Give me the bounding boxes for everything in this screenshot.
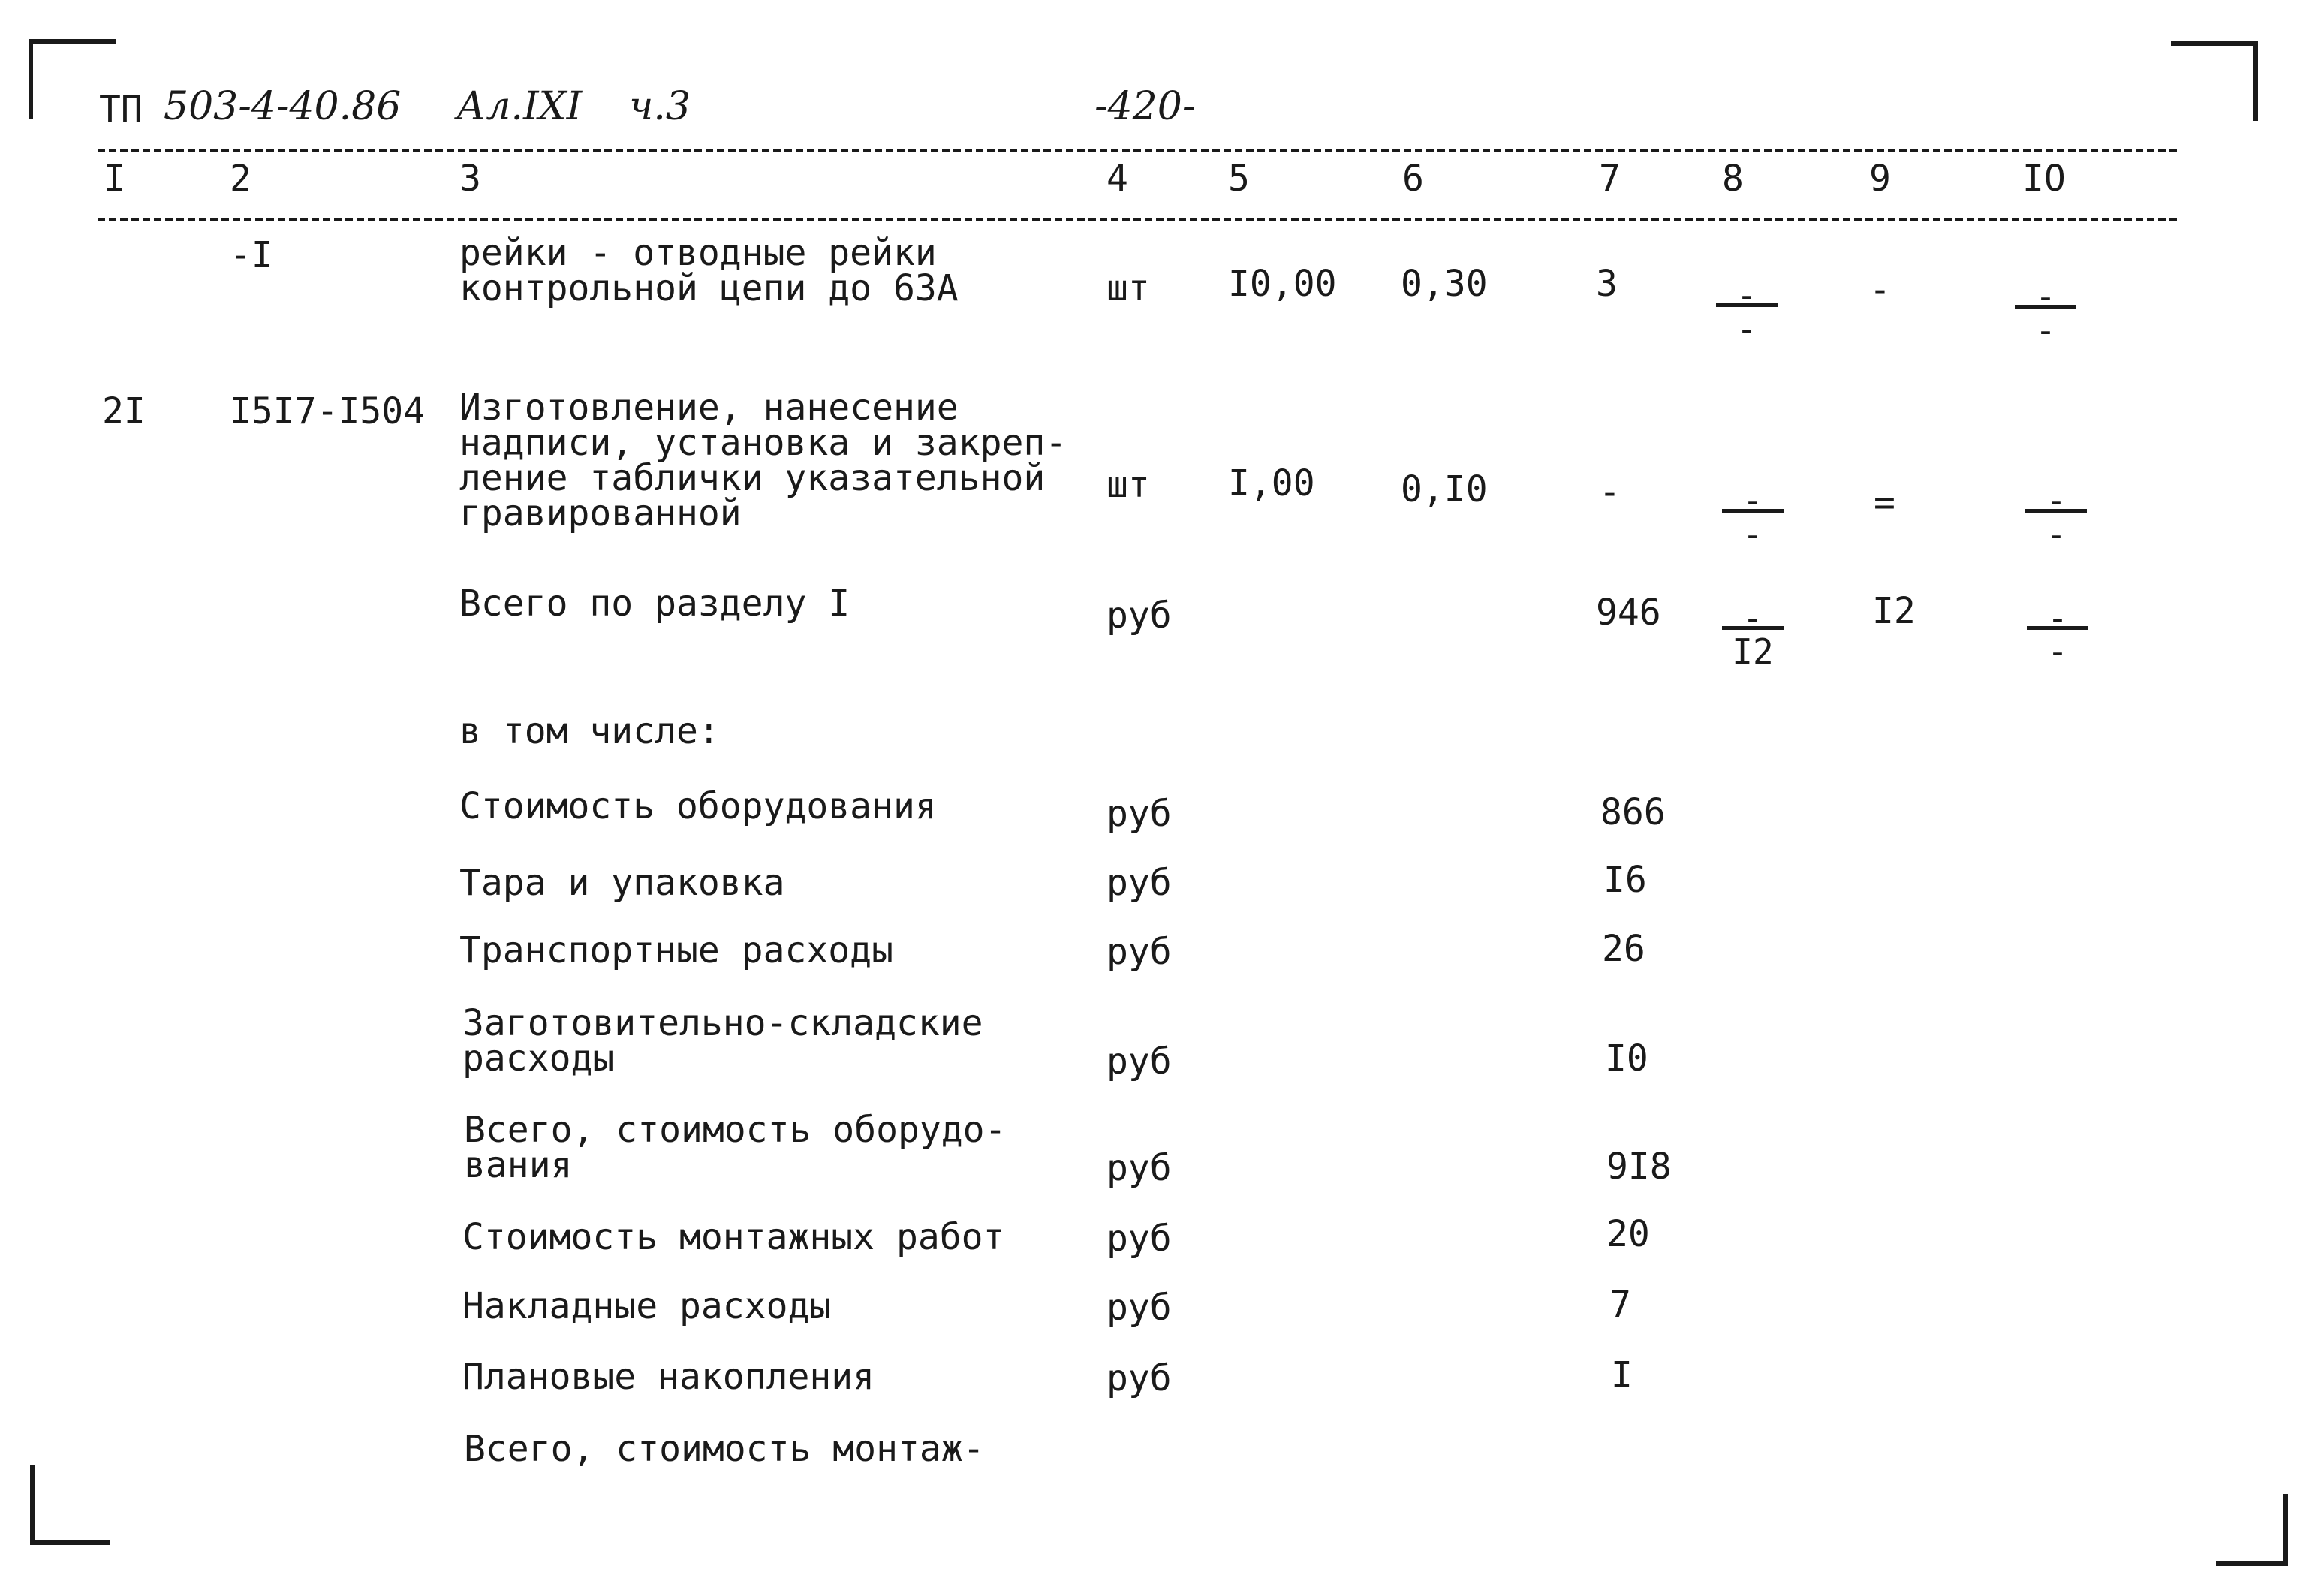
corner-mark-bottom-left	[30, 1465, 110, 1545]
corner-mark-bottom-right	[2216, 1494, 2288, 1566]
row-col8-fraction	[1719, 480, 1787, 555]
breakdown-label: Стоимость оборудования	[459, 785, 937, 827]
row-unit: шт	[1106, 267, 1150, 309]
row-unit: шт	[1106, 464, 1150, 506]
section-total-unit: руб	[1106, 595, 1172, 637]
col8-bottom: I2	[1732, 631, 1774, 672]
col10-bottom: -	[2035, 310, 2056, 351]
row-code: I5I7-I504	[230, 390, 426, 432]
row-col7: 3	[1596, 263, 1618, 305]
breakdown-label: Стоимость монтажных работ	[462, 1216, 1005, 1258]
column-header-10: IO	[2022, 158, 2066, 200]
breakdown-label: Всего, стоимость оборудо- вания	[464, 1109, 1007, 1186]
project-number: 503-4-40.86	[164, 84, 402, 129]
breakdown-unit: руб	[1106, 862, 1172, 904]
divider-header	[98, 218, 2177, 221]
column-header-3: 3	[459, 158, 481, 200]
column-header-2: 2	[230, 158, 251, 200]
breakdown-unit: руб	[1106, 1357, 1172, 1399]
including-label: в том числе:	[459, 710, 720, 752]
breakdown-label: Плановые накопления	[462, 1356, 875, 1398]
section-total-col10-fraction	[2024, 598, 2091, 672]
breakdown-label: Транспортные расходы	[459, 929, 893, 971]
album-number: Ал.IXI	[456, 84, 583, 129]
breakdown-value: I6	[1603, 859, 1647, 901]
breakdown-label: Тара и упаковка	[459, 862, 785, 904]
breakdown-value: I0	[1605, 1037, 1648, 1080]
breakdown-unit: руб	[1106, 1040, 1172, 1083]
col10-top: -	[2047, 598, 2068, 638]
section-total-col7: 946	[1596, 592, 1661, 634]
row-quantity: I,00	[1228, 462, 1315, 504]
col8-top: -	[1742, 480, 1763, 521]
section-total-label: Всего по разделу I	[459, 583, 850, 625]
row-col9: =	[1874, 482, 1895, 524]
col10-bottom: -	[2046, 514, 2067, 555]
column-header-4: 4	[1106, 158, 1128, 200]
breakdown-value: 866	[1600, 791, 1666, 833]
column-header-7: 7	[1599, 158, 1621, 200]
breakdown-unit: руб	[1106, 1218, 1172, 1260]
section-total-col9: I2	[1872, 590, 1916, 632]
col8-bottom: -	[1742, 514, 1763, 555]
col8-top: -	[1736, 275, 1757, 315]
trailing-label: Всего, стоимость монтаж-	[464, 1428, 985, 1470]
row-description: рейки - отводные рейки контрольной цепи до 63А	[459, 232, 959, 309]
col10-bottom: -	[2047, 631, 2068, 672]
row-number: 2I	[102, 390, 146, 432]
row-norm: 0,I0	[1401, 468, 1488, 510]
column-header-9: 9	[1869, 158, 1891, 200]
row-col10-fraction	[2022, 480, 2090, 555]
col8-bottom: -	[1736, 309, 1757, 349]
divider-top	[98, 149, 2177, 152]
breakdown-label: Заготовительно-складские расходы	[462, 1002, 983, 1080]
col10-top: -	[2046, 480, 2067, 521]
col10-top: -	[2035, 276, 2056, 317]
breakdown-unit: руб	[1106, 793, 1172, 835]
row-col7: -	[1599, 471, 1621, 513]
row-col9: -	[1869, 269, 1891, 311]
doc-code: ТП	[99, 89, 143, 131]
row-description: Изготовление, нанесение надписи, установка и закреп- ление таблички указательной гравированной	[459, 387, 1067, 535]
row-norm: 0,30	[1401, 263, 1488, 305]
corner-mark-top-right	[2171, 41, 2258, 121]
part-number: ч.3	[629, 84, 691, 129]
breakdown-unit: руб	[1106, 1147, 1172, 1189]
column-header-8: 8	[1722, 158, 1744, 200]
row-col8-fraction	[1713, 275, 1781, 349]
breakdown-unit: руб	[1106, 1287, 1172, 1329]
column-header-6: 6	[1402, 158, 1424, 200]
breakdown-value: 9I8	[1606, 1146, 1672, 1188]
page-number: -420-	[1094, 84, 1196, 129]
breakdown-value: 26	[1602, 928, 1645, 970]
breakdown-value: 7	[1609, 1284, 1631, 1326]
breakdown-label: Накладные расходы	[462, 1285, 832, 1327]
section-total-col8-fraction	[1719, 598, 1787, 672]
column-header-1: I	[104, 158, 125, 200]
row-col10-fraction	[2012, 276, 2079, 351]
breakdown-unit: руб	[1106, 931, 1172, 973]
row-quantity: I0,00	[1228, 263, 1337, 305]
row-code: -I	[230, 234, 273, 276]
breakdown-value: I	[1611, 1354, 1633, 1396]
breakdown-value: 20	[1606, 1213, 1650, 1255]
column-header-5: 5	[1228, 158, 1250, 200]
col8-top: -	[1742, 598, 1763, 638]
